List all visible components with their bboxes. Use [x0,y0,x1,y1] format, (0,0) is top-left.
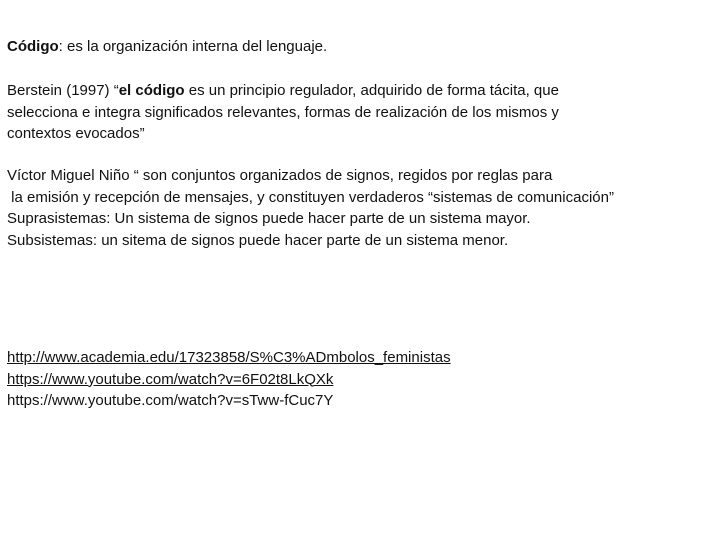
definition-text: : es la organización interna del lenguaje. [58,38,328,55]
subsistemas-line: Subsistemas: un sitema de signos puede hacer parte de un sistema menor. [7,231,509,249]
berstein-line-3: contextos evocados” [7,125,145,142]
reference-links [7,347,707,412]
youtube-link-2-text: https://www.youtube.com/watch?v=sTww-fCuc7Y [7,392,334,409]
berstein-line-1-rest: es un principio regulador, adquirido de forma tácita, que [184,82,559,99]
berstein-prefix: Berstein (1997) “ [7,82,119,99]
suprasistemas-line: Suprasistemas: Un sistema de signos puede hacer parte de un sistema mayor. [7,210,531,227]
nino-line-2: la emisión y recepción de mensajes, y constituyen verdaderos “sistemas de comunicación” [7,188,614,206]
berstein-line-2: selecciona e integra significados relevantes, formas de realización de los mismos y [7,103,559,121]
nino-line-1: Víctor Miguel Niño “ son conjuntos organizados de signos, regidos por reglas para [7,167,553,184]
berstein-bold-term: el código [118,82,185,99]
definition-paragraph [7,36,707,58]
youtube-link-1[interactable]: https://www.youtube.com/watch?v=6F02t8LkQXk [7,370,334,388]
nino-paragraph [7,165,707,251]
berstein-quote [7,80,707,145]
definition-line [7,36,707,58]
berstein-line-1 [7,80,707,102]
academia-link[interactable]: http://www.academia.edu/17323858/S%C3%ADmbolos_feministas [7,349,451,366]
definition-term: Código [7,38,59,55]
